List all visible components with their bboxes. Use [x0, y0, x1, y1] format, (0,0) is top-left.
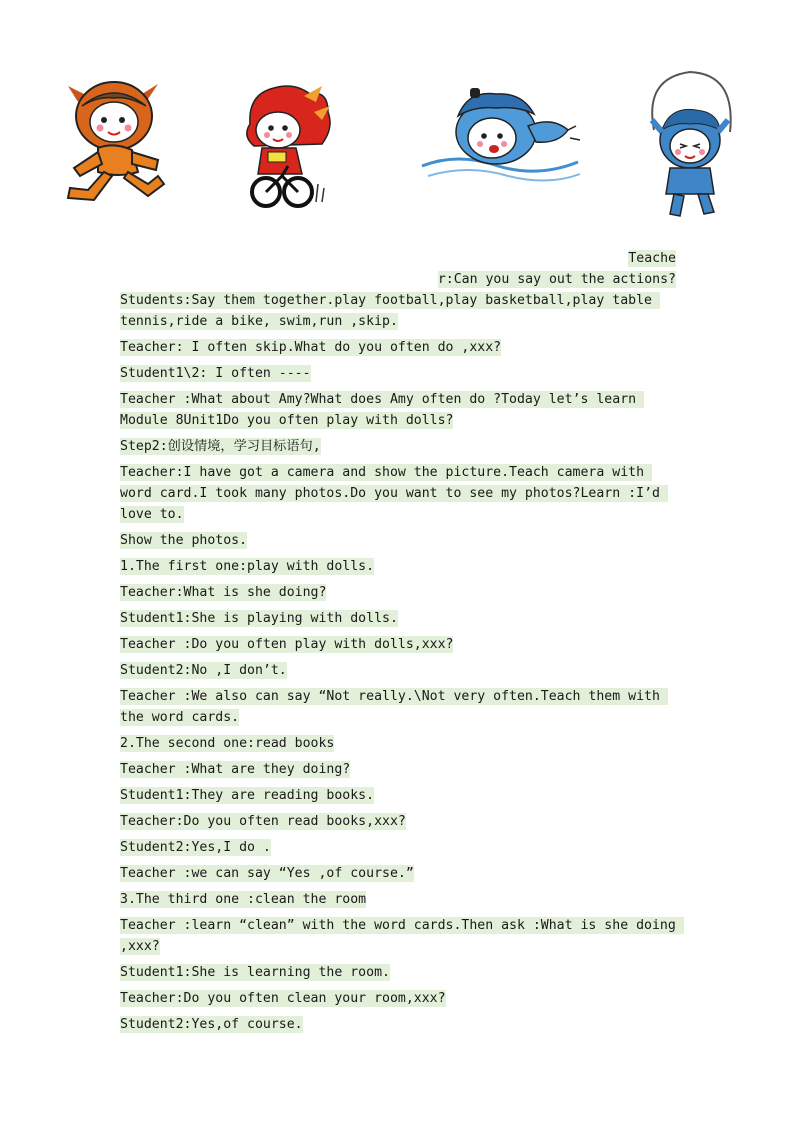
step-heading: Step2:创设情境，学习目标语句, [120, 439, 321, 454]
section-heading: 1.The first one:play with dolls. [120, 559, 375, 574]
dialogue-line: Teacher: I often skip.What do you often do ,xxx? [120, 340, 502, 355]
dialogue-line: Teacher :Do you often play with dolls,xxx? [120, 637, 454, 652]
dialogue-line: Student2:No ,I don’t. [120, 663, 287, 678]
dialogue-line: Teacher:I have got a camera and show the picture.Teach camera with word card.I took many photos.Do you want to see my photos?Learn :I’d love to. [120, 465, 668, 522]
dialogue-line: Student2:Yes,of course. [120, 1017, 303, 1032]
dialogue-line: Student1\2: I often ---- [120, 366, 311, 381]
dialogue-line: Teacher:What is she doing? [120, 585, 327, 600]
dialogue-line: Students:Say them together.play football,play basketball,play table tennis,ride a bike, swim,run ,skip. [120, 293, 660, 329]
dialogue-line: Teacher :learn “clean” with the word cards.Then ask :What is she doing ,xxx? [120, 918, 684, 954]
dialogue-line: Show the photos. [120, 533, 248, 548]
dialogue-line: Teacher:Do you often clean your room,xxx? [120, 991, 446, 1006]
dialogue-line: Teacher:Do you often read books,xxx? [120, 814, 406, 829]
dialogue-line: Teacher :What are they doing? [120, 762, 351, 777]
dialogue-line: Teache [628, 251, 676, 266]
section-heading: 3.The third one :clean the room [120, 892, 367, 907]
dialogue-line: Teacher :we can say “Yes ,of course.” [120, 866, 414, 881]
dialogue-line: Student1:She is playing with dolls. [120, 611, 398, 626]
mascot-cycling-icon [244, 84, 332, 216]
mascot-swimming-icon [418, 86, 584, 182]
dialogue-line: Student1:They are reading books. [120, 788, 375, 803]
dialogue-line: Student1:She is learning the room. [120, 965, 390, 980]
section-heading: 2.The second one:read books [120, 736, 335, 751]
mascot-skipping-icon [640, 70, 740, 220]
lesson-transcript [120, 248, 684, 1040]
mascot-running-icon [58, 72, 170, 206]
mascot-banner [0, 0, 794, 240]
dialogue-line: Teacher :We also can say “Not really.\Not very often.Teach them with the word cards. [120, 689, 668, 725]
dialogue-line: Teacher :What about Amy?What does Amy often do ?Today let’s learn Module 8Unit1Do you often play with dolls? [120, 392, 645, 428]
dialogue-line: Student2:Yes,I do . [120, 840, 271, 855]
dialogue-line: r:Can you say out the actions? [437, 272, 676, 287]
